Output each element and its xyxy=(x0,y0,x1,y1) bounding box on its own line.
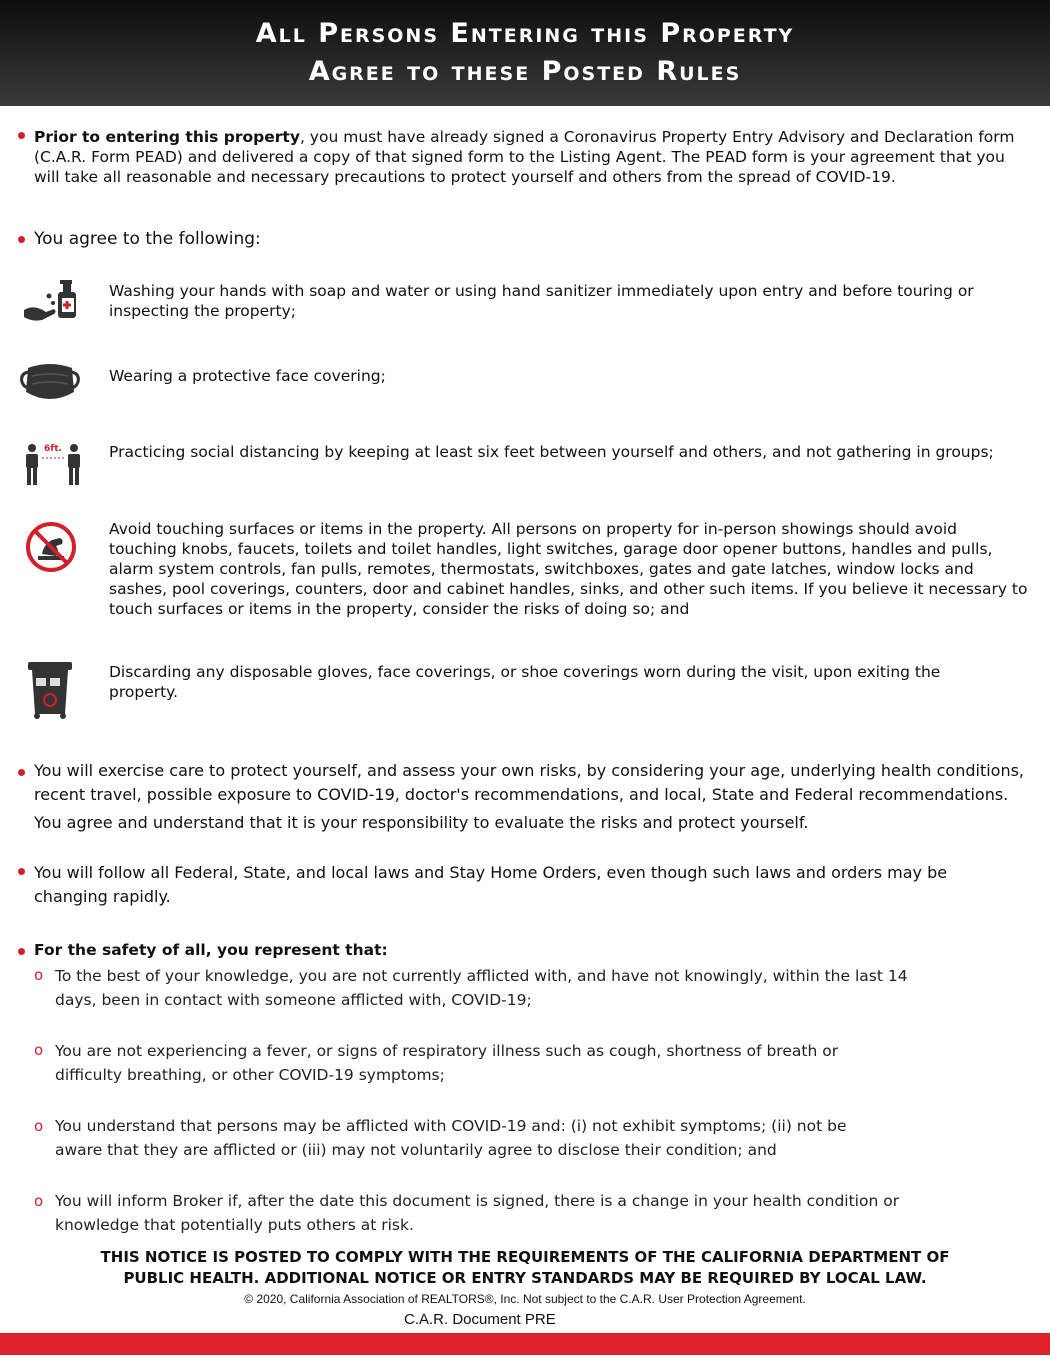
laws-paragraph xyxy=(34,861,947,909)
notice-line-2: PUBLIC HEALTH. ADDITIONAL NOTICE OR ENTRY STANDARDS MAY BE REQUIRED BY LOCAL LAW. xyxy=(123,1269,927,1287)
bullet-dot xyxy=(18,948,25,955)
representation-line-2: difficulty breathing, or other COVID-19 symptoms; xyxy=(55,1066,445,1084)
bullet-dot xyxy=(18,868,25,875)
care-paragraph xyxy=(34,759,1024,835)
agree-heading: You agree to the following: xyxy=(34,229,261,249)
bullet-dot xyxy=(18,132,25,139)
bullet-dot xyxy=(18,236,25,243)
representation-line-1: You will inform Broker if, after the date this document is signed, there is a change in your health condition or xyxy=(55,1192,900,1210)
six-feet-label: 6ft. xyxy=(44,444,62,454)
intro-rest: , you must have already signed a Coronavirus Property Entry Advisory and Declaration form (C.A.R. Form PEAD) and delivered a copy of that signed form to the Listing Agent. The PEAD form is your agreement that you will take all reasonable and necessary precautions to protect yourself and others from the spread of COVID-19. xyxy=(34,128,1015,186)
copyright-text: © 2020, California Association of REALTORS®, Inc. Not subject to the C.A.R. User Protection Agreement. xyxy=(244,1292,806,1306)
intro-paragraph xyxy=(34,127,1019,187)
representation-item xyxy=(55,964,908,1012)
legal-notice xyxy=(0,1247,1050,1289)
laws-line-2: changing rapidly. xyxy=(34,887,171,906)
care-line-3: You agree and understand that it is your responsibility to evaluate the risks and protect yourself. xyxy=(34,813,809,832)
representation-line-1: To the best of your knowledge, you are not currently afflicted with, and have not knowingly, within the last 14 xyxy=(55,967,908,985)
representation-line-2: knowledge that potentially puts others at risk. xyxy=(55,1216,414,1234)
representation-line-1: You understand that persons may be afflicted with COVID-19 and: (i) not exhibit symptoms; (ii) not be xyxy=(55,1117,847,1135)
list-marker: o xyxy=(34,1192,44,1210)
page-header xyxy=(0,0,1050,106)
safety-heading: For the safety of all, you represent that: xyxy=(34,941,388,959)
notice-line-1: THIS NOTICE IS POSTED TO COMPLY WITH THE REQUIREMENTS OF THE CALIFORNIA DEPARTMENT OF xyxy=(100,1248,950,1266)
intro-bold: Prior to entering this property xyxy=(34,128,300,146)
representation-line-2: days, been in contact with someone afflicted with, COVID-19; xyxy=(55,991,532,1009)
hand-sanitizer-icon xyxy=(22,278,82,324)
representation-line-2: aware that they are afflicted or (iii) may not voluntarily agree to disclose their condition; and xyxy=(55,1141,777,1159)
representation-item xyxy=(55,1114,846,1162)
rule-text: Wearing a protective face covering; xyxy=(109,367,386,385)
social-distance-icon xyxy=(22,438,86,488)
representation-item xyxy=(55,1039,838,1087)
care-line-1: You will exercise care to protect yourself, and assess your own risks, by considering your age, underlying health conditions, xyxy=(34,761,1025,780)
biohazard-bin-icon xyxy=(26,660,74,720)
rule-text: Avoid touching surfaces or items in the property. All persons on property for in-person showings should avoid touching knobs, faucets, toilets and toilet handles, light switches, garage door opener buttons, handles and pulls, alarm system controls, fan pulls, remotes, thermostats, switchboxes, gates and gate latches, window locks and sashes, pool coverings, counters, door and cabinet handles, sinks, and other such items. If you believe it necessary to touch surfaces or items in the property, consider the risks of doing so; and xyxy=(109,520,1028,618)
representation-item xyxy=(55,1189,899,1237)
header-title-line-2: Agree to these Posted Rules xyxy=(308,56,742,87)
list-marker: o xyxy=(34,1041,44,1059)
rule-text: Washing your hands with soap and water or using hand sanitizer immediately upon entry and before touring or inspecting the property; xyxy=(109,282,974,320)
bullet-dot xyxy=(18,769,25,776)
care-line-2: recent travel, possible exposure to COVID-19, doctor's recommendations, and local, State and Federal recommendations. xyxy=(34,785,1009,804)
list-marker: o xyxy=(34,1117,44,1135)
header-title-line-1: All Persons Entering this Property xyxy=(255,18,795,49)
rule-text: Practicing social distancing by keeping at least six feet between yourself and others, and not gathering in groups; xyxy=(109,443,994,461)
list-marker: o xyxy=(34,966,44,984)
laws-line-1: You will follow all Federal, State, and local laws and Stay Home Orders, even though such laws and orders may be xyxy=(34,863,948,882)
no-touch-icon xyxy=(24,520,78,574)
document-id: C.A.R. Document PRE xyxy=(404,1311,556,1328)
footer-red-bar xyxy=(0,1333,1050,1355)
representation-line-1: You are not experiencing a fever, or signs of respiratory illness such as cough, shortness of breath or xyxy=(55,1042,839,1060)
face-mask-icon xyxy=(18,360,82,404)
rule-text: Discarding any disposable gloves, face coverings, or shoe coverings worn during the visit, upon exiting the property. xyxy=(109,663,941,701)
